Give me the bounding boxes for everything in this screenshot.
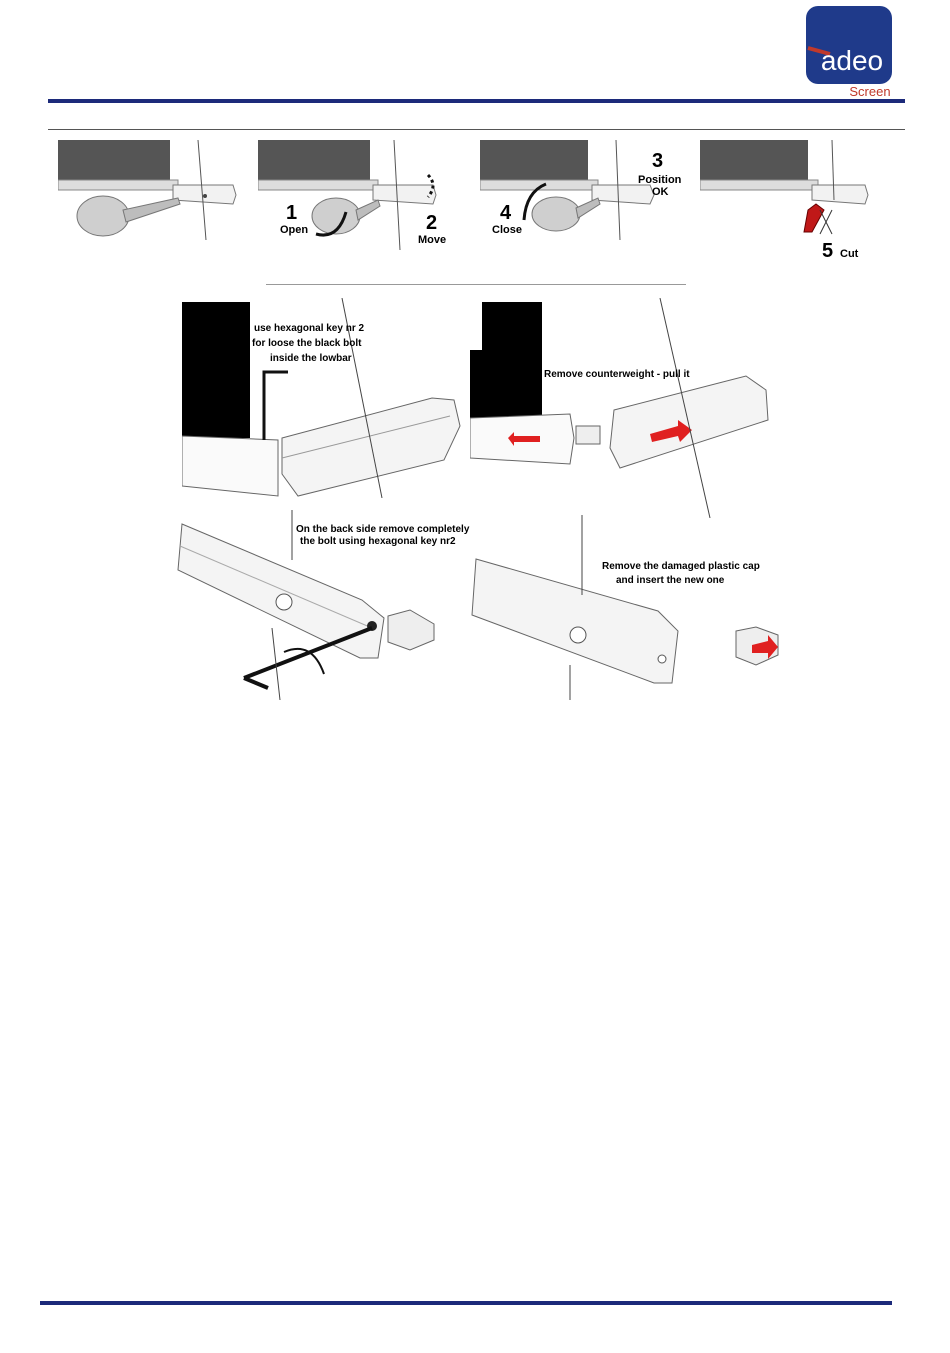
step-1-label: Open	[280, 224, 309, 236]
step-2-label: Move	[418, 234, 447, 246]
step-2-number: 2	[426, 212, 438, 234]
step-5-label: Cut	[840, 248, 859, 260]
cap-note-1: Remove the damaged plastic cap	[602, 561, 760, 572]
step-panel-4	[700, 140, 880, 265]
back-side-panel	[172, 510, 470, 700]
divider-rule	[266, 284, 686, 285]
step-1-number: 1	[286, 202, 298, 224]
brand-logo	[800, 4, 894, 98]
cap-note-2: and insert the new one	[616, 575, 725, 586]
back-side-note-1: On the back side remove completely	[296, 524, 470, 535]
header-rule	[48, 99, 905, 103]
logo-word: adeo	[820, 45, 884, 76]
hex-key-note-1: use hexagonal key nr 2	[254, 323, 365, 334]
step-3-label-line2: OK	[652, 186, 669, 198]
step-panel-2	[258, 140, 458, 250]
counterweight-panel	[470, 298, 770, 518]
hex-key-panel	[182, 298, 470, 498]
plastic-cap-panel	[466, 515, 806, 700]
step-5-number: 5	[822, 240, 834, 262]
counterweight-note: Remove counterweight - pull it	[544, 369, 690, 380]
footer-rule	[40, 1301, 892, 1305]
hex-key-note-2: for loose the black bolt	[252, 338, 362, 349]
logo-sub: Screen	[849, 84, 891, 98]
step-4-label: Close	[492, 224, 522, 236]
back-side-note-2: the bolt using hexagonal key nr2	[300, 536, 456, 547]
section-rule	[48, 129, 905, 130]
hex-key-note-3: inside the lowbar	[270, 353, 352, 364]
step-panel-1	[58, 140, 248, 240]
step-panel-3	[480, 140, 690, 240]
step-4-number: 4	[500, 202, 512, 224]
step-3-number: 3	[652, 150, 664, 172]
step-3-label-line1: Position	[638, 174, 682, 186]
